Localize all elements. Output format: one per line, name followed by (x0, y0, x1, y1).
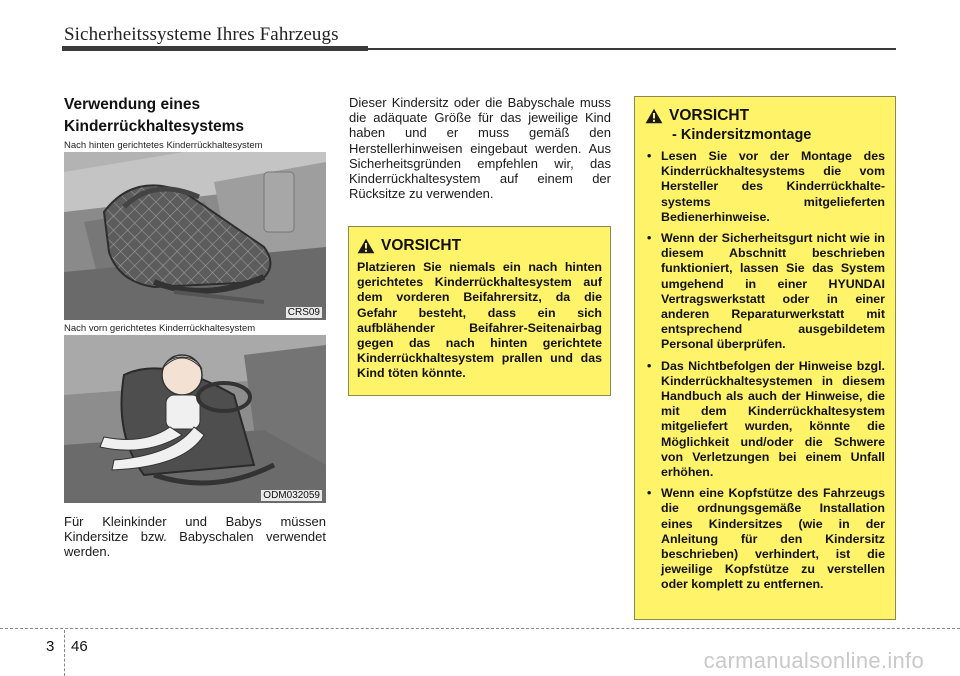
forward-facing-seat-illustration (64, 335, 326, 503)
warning-list (645, 149, 885, 593)
page-number-divider (64, 630, 65, 676)
warning-subtitle: - Kindersitzmontage (672, 127, 812, 143)
warning-box-rear-facing (348, 226, 611, 396)
warning-header (645, 107, 885, 125)
warning-title: VORSICHT (381, 237, 462, 254)
warning-list-item: • Wenn der Sicherheitsgurt nicht wie in diesem Abschnitt beschrieben funktioniert, lassen Sie das System umgehend in einer HYUNDAI Vertragswerkstatt oder in einer anderen Reparaturwerkstatt mit entsprechend ausgebildetem Personal überprüfen. (645, 231, 885, 353)
figure-caption-rear-facing: Nach hinten gerichtetes Kinderrückhaltesystem (64, 139, 326, 154)
warning-triangle-icon (645, 108, 663, 124)
warning-title: VORSICHT (669, 107, 750, 124)
warning-list-item: • Wenn eine Kopfstütze des Fahrzeugs die ordnungsgemäße Installation eines Kindersitzes (wie in der Anleitung für den Kindersitz beschrieben) verhindert, ist die jeweilige Kopfstütze zu verstellen oder komplett zu entfernen. (645, 486, 885, 592)
warning-list-item: • Das Nichtbefolgen der Hinweise bzgl. Kinderrückhaltesystemen in diesem Handbuch als auch der Hinweise, die mit dem Kinderrückhaltesystem mitgeliefert wurden, könnte die Möglichkeit und/oder die Schwere von Verletzungen bei einem Unfall erhöhen. (645, 359, 885, 481)
warning-header (357, 237, 602, 255)
warning-list-item: • Lesen Sie vor der Montage des Kinderrückhaltesystems die vom Hersteller des Kinderrückhalte-systems mitgelieferten Bedienerhinweise. (645, 149, 885, 225)
figure-caption-forward-facing: Nach vorn gerichtetes Kinderrückhaltesystem (64, 322, 326, 337)
rear-facing-seat-photo (64, 152, 326, 320)
header-rule (62, 46, 368, 51)
warning-text: Platzieren Sie niemals ein nach hinten gerichtetes Kinderrückhaltesystem auf dem vorderen Beifahrersitz, da die Gefahr besteht, dass ein sich aufblähender Beifahrer-Seitenairbag gegen das nach hinten gerichtete Kinderrückhaltesystem prallen und das Kind töten könnte. (357, 260, 602, 381)
figure-code: CRS09 (287, 307, 320, 318)
warning-triangle-icon (357, 238, 375, 254)
chapter-number: 3 (46, 638, 55, 655)
watermark: carmanualsonline.info (703, 648, 924, 673)
forward-facing-seat-photo (64, 335, 326, 503)
page-number: 46 (71, 638, 88, 655)
intro-paragraph: Für Kleinkinder und Babys müssen Kindersitze bzw. Babyschalen verwendet werden. (64, 514, 326, 560)
warning-box-installation (634, 96, 896, 620)
figure-code: ODM032059 (263, 490, 320, 501)
seat-size-paragraph: Dieser Kindersitz oder die Babyschale muss die adäquate Größe für das jeweilige Kind haben und er muss gemäß den Herstellerhinweisen eingebaut werden. Aus Sicherheitsgründen empfehlen wir, das Kinderrückhaltesystem auf einem der Rücksitze zu verwenden. (349, 95, 611, 202)
rear-facing-seat-illustration (64, 152, 326, 320)
header-rule-thin (368, 48, 896, 50)
chapter-title: Sicherheitssysteme Ihres Fahrzeugs (64, 24, 339, 45)
footer-rule (0, 628, 960, 630)
section-heading: Verwendung eines Kinderrückhaltesystems (64, 96, 245, 135)
